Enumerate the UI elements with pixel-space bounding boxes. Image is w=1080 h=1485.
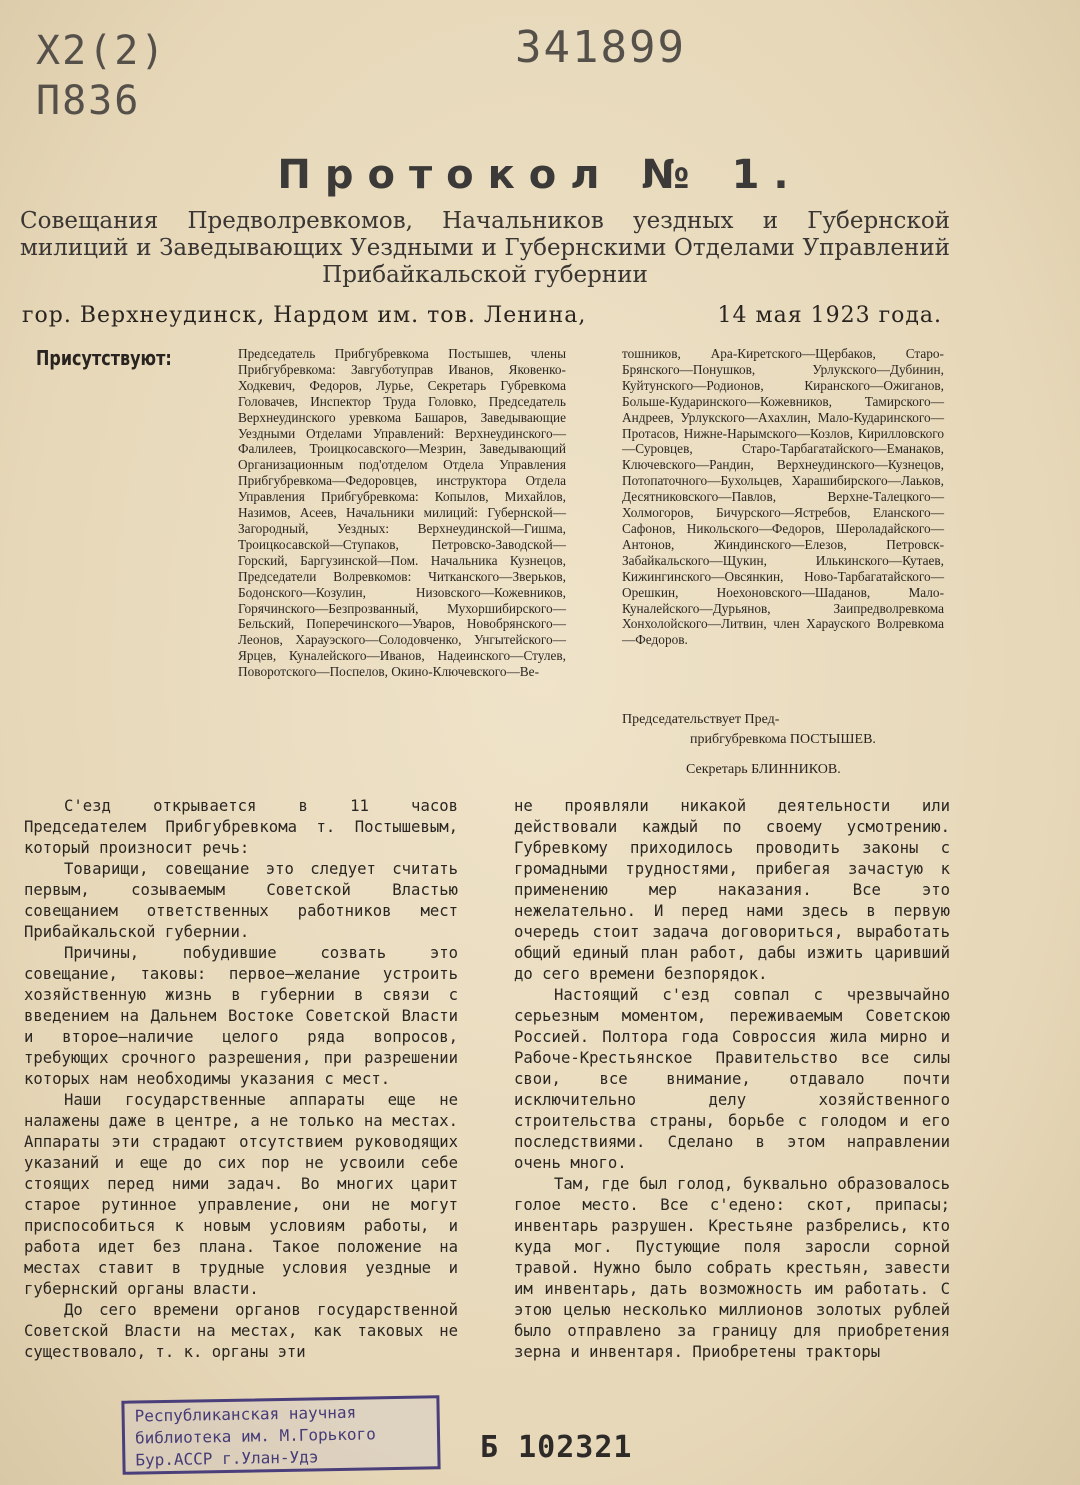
paragraph: Там, где был голод, буквально образовалось голое место. Все с'едено: скот, припасы; инвентарь разрушен. Крестьяне разбрелись, кто куда мог. Пустующие поля заросли сорной травой. Нужно было собрать крестьян, завести им инвентарь, дать возможность им работать. С этою целью несколько миллионов золотых рублей было отправлено за границу для приобретения зерна и инвентаря. Приобретены тракторы — [514, 1175, 950, 1361]
body-column-left — [24, 796, 458, 1363]
attendance-list-right: тошников, Ара-Киретского—Щербаков, Старо-Брянского—Понушков, Урлукского—Дубинин, Куйтунского—Родионов, Киранского—Ожиганов, Больше-Кударинского—Кожевников, Тамирского—Андреев, Урлукского—Ахахлин, Мало-Кударинского—Протасов, Нижне-Нарымского—Козлов, Кирилловского—Суровцев, Старо-Тарбагатайского—Еманаков, Ключевского—Рандин, Верхнеудинского—Кузнецов, Потопаточного—Бухольцев, Харашибирского—Лаьков, Десятниковского—Павлов, Верхне-Талецкого—Холмогоров, Бичурского—Ястребов, Еланского—Сафонов, Никольского—Федоров, Шероладайского—Антонов, Жиндинского—Елезов, Петровск-Забайкальского—Щукин, Илькинского—Кутаев, Кижингинского—Овсянкин, Ново-Тарбагатайского—Орешкин, Ноехоновского—Шаданов, Мало-Куналейского—Дурьянов, Заипредволревкома Хонхолойского—Литвин, член Харауского Волревкома—Федоров. — [622, 346, 944, 648]
paragraph: Причины, побудившие созвать это совещание, таковы: первое—желание устроить хозяйственную жизнь в губернии в связи с введением на Дальнем Востоке Советской Власти и второе—наличие целого ряда вопросов, требующих срочного разрешения, при разрешении которых нам необходимы указания с мест. — [24, 944, 458, 1088]
handwritten-shelf-code: Х2(2) — [36, 28, 167, 74]
paragraph: не проявляли никакой деятельности или действовали каждый по своему усмотрению. Губревкому приходилось проводить законы с громадными трудностями, прибегая зачастую к применению мер наказания. Все это нежелательно. И перед нами здесь в первую очередь стоит задача договориться, выработать общий единый план работ, дабы изжить царивший до сего времени безпорядок. — [514, 797, 950, 983]
meeting-place: гор. Верхнеудинск, Нардом им. тов. Ленина, — [22, 303, 587, 328]
stamp-line: Республиканская научная — [134, 1402, 357, 1426]
paragraph: Настоящий с'езд совпал с чрезвычайно серьезным моментом, переживаемым Советскою Россией. Полтора года Совроссия жила мирно и Рабоче-Крестьянское Правительство все силы свои, все внимание, отдавало почти исключительно делу хозяйственного строительства страны, борьбе с голодом и его последствиями. Сделано в этом направлении очень много. — [514, 986, 950, 1172]
attendance-label: Присутствуют: — [36, 346, 172, 370]
body-column-right — [514, 796, 950, 1363]
paragraph: Товарищи, совещание это следует считать первым, созываемым Советской Властью совещанием ответственных работников мест Прибайкальской губернии. — [24, 860, 458, 941]
document-subtitle: Совещания Предволревкомов, Начальников уездных и Губернской милиций и Заведывающих Уездными и Губернскими Отделами Управлений Прибайкальской губернии — [20, 208, 950, 288]
secretary-line: Секретарь БЛИННИКОВ. — [686, 762, 841, 777]
handwritten-shelf-code-2: П836 — [36, 78, 141, 124]
chair-line-2: прибгубревкома ПОСТЫШЕВ. — [690, 732, 876, 747]
paragraph: С'езд открывается в 11 часов Председателем Прибгубревкома т. Постышевым, который произносит речь: — [24, 797, 458, 857]
paragraph: До сего времени органов государственной Советской Власти на местах, как таковых не существовало, т. к. органы эти — [24, 1301, 458, 1361]
meeting-date: 14 мая 1923 года. — [717, 303, 942, 328]
library-stamp — [121, 1395, 440, 1475]
paragraph: Наши государственные аппараты еще не налажены даже в центре, а не только на местах. Аппараты эти страдают отсутствием руководящих указаний и еще до сих пор не усвоили себе стоящих перед ними задач. Во многих царит старое рутинное управление, они не могут приспособиться к новым условиям работы, и работа идет без плана. Такое положение на местах ставит в трудные условия уездные и губернский органы власти. — [24, 1091, 458, 1298]
document-title: Протокол № 1. — [277, 152, 803, 198]
stamp-line: Бур.АССР г.Улан-Удэ — [135, 1447, 319, 1470]
shelfmark-stamp: Б 102321 — [480, 1430, 633, 1465]
chair-line-1: Председательствует Пред- — [622, 712, 780, 727]
stamp-line: библиотека им. М.Горького — [134, 1424, 376, 1448]
attendance-list-left: Председатель Прибгубревкома Постышев, члены Прибгубревкома: Завгуботуправ Иванов, Яковенко-Ходкевич, Федоров, Лурье, Секретарь Губревкома Головачев, Инспектор Труда Головко, Председатель Верхнеудинского уревкома Башаров, Заведывающие Уездными Отделами Управлений: Верхнеудинского—Фалилеев, Троицкосавского—Мезрин, Заведывающий Организационным под'отделом Отдела Управления Прибгубревкома—Федоровцев, инструктора Отдела Управления Прибгубревкома: Копылов, Михайлов, Назимов, Асеев, Начальники милиций: Губернской—Загородный, Уездных: Верхнеудинской—Гишма, Троицкосавской—Ступаков, Петровско-Заводской—Горский, Баргузинской—Пом. Начальника Кузнецов, Председатели Волревкомов: Читканского—Зверьков, Бодонского—Козулин, Низовского—Кожевников, Горячинского—Безпрозванный, Мухоршибирского—Бельский, Поперечинского—Уваров, Новобрянского—Леонов, Харауэского—Солодовченко, Унгытейского—Ярцев, Куналейского—Иванов, Надеинского—Стулев, Поворотского—Поспелов, Окино-Ключевского—Ве- — [238, 346, 566, 680]
handwritten-inventory-number: 341899 — [515, 22, 686, 73]
